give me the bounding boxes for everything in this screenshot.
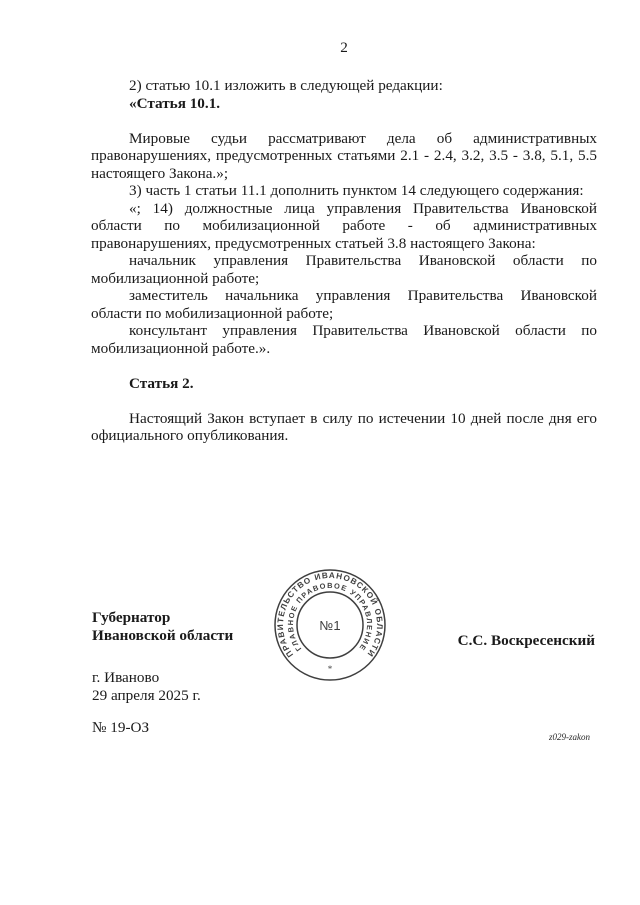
stamp-inner-text: ГЛАВНОЕ ПРАВОВОЕ УПРАВЛЕНИЕ bbox=[285, 580, 375, 653]
text-line: начальник управления Правительства Ивановской области по bbox=[129, 252, 597, 269]
signatory-title-line2: Ивановской области bbox=[92, 627, 234, 644]
text-line: Настоящий Закон вступает в силу по истечении 10 дней после дня его bbox=[129, 409, 597, 427]
text-line: правонарушениях, предусмотренных статьей 3.8 настоящего Закона: bbox=[91, 234, 536, 252]
text-line: консультант управления Правительства Ивановской области по bbox=[129, 322, 597, 339]
stamp-outer-text: ПРАВИТЕЛЬСТВО ИВАНОВСКОЙ ОБЛАСТИ bbox=[275, 570, 385, 659]
text-line: мобилизационной работе.». bbox=[91, 339, 271, 357]
page-number: 2 bbox=[340, 39, 348, 56]
signatory-title-line1: Губернатор bbox=[92, 609, 171, 626]
text-line: области по мобилизационной работе; bbox=[91, 304, 334, 322]
text-line: мобилизационной работе; bbox=[91, 269, 260, 287]
stamp-star-icon: * bbox=[327, 664, 333, 674]
text-line: настоящего Закона.»; bbox=[91, 164, 229, 182]
document-number: № 19-ОЗ bbox=[92, 719, 150, 736]
blank-line bbox=[91, 392, 597, 410]
blank-line bbox=[91, 357, 597, 375]
date-line: 29 апреля 2025 г. bbox=[92, 687, 201, 704]
text-line: заместитель начальника управления Правительства Ивановской bbox=[129, 287, 597, 304]
text-line: правонарушениях, предусмотренных статьями 2.1 - 2.4, 3.2, 3.5 - 3.8, 5.1, 5.5 bbox=[91, 147, 597, 164]
article-heading: «Статья 10.1. bbox=[129, 94, 221, 112]
file-mark: z029-zakon bbox=[549, 732, 590, 742]
official-stamp bbox=[272, 567, 388, 683]
place-line: г. Иваново bbox=[92, 669, 160, 686]
text-line: области по мобилизационной работе - об административных bbox=[91, 217, 597, 234]
text-line: официального опубликования. bbox=[91, 427, 289, 444]
stamp-number: №1 bbox=[319, 618, 341, 633]
place-date-block bbox=[92, 669, 201, 705]
text-line: Мировые судьи рассматривают дела об административных bbox=[129, 129, 597, 147]
text-line: 3) часть 1 статьи 11.1 дополнить пунктом 14 следующего содержания: bbox=[129, 182, 584, 199]
text-line: «; 14) должностные лица управления Правительства Ивановской bbox=[129, 199, 597, 217]
document-body bbox=[91, 77, 597, 445]
signatory-title bbox=[92, 609, 233, 645]
signatory-name: С.С. Воскресенский bbox=[457, 632, 595, 649]
stamp-seal-graphic bbox=[272, 567, 388, 683]
article-heading: Статья 2. bbox=[129, 374, 194, 392]
blank-line bbox=[91, 112, 597, 130]
text-line: 2) статью 10.1 изложить в следующей редакции: bbox=[129, 77, 443, 94]
